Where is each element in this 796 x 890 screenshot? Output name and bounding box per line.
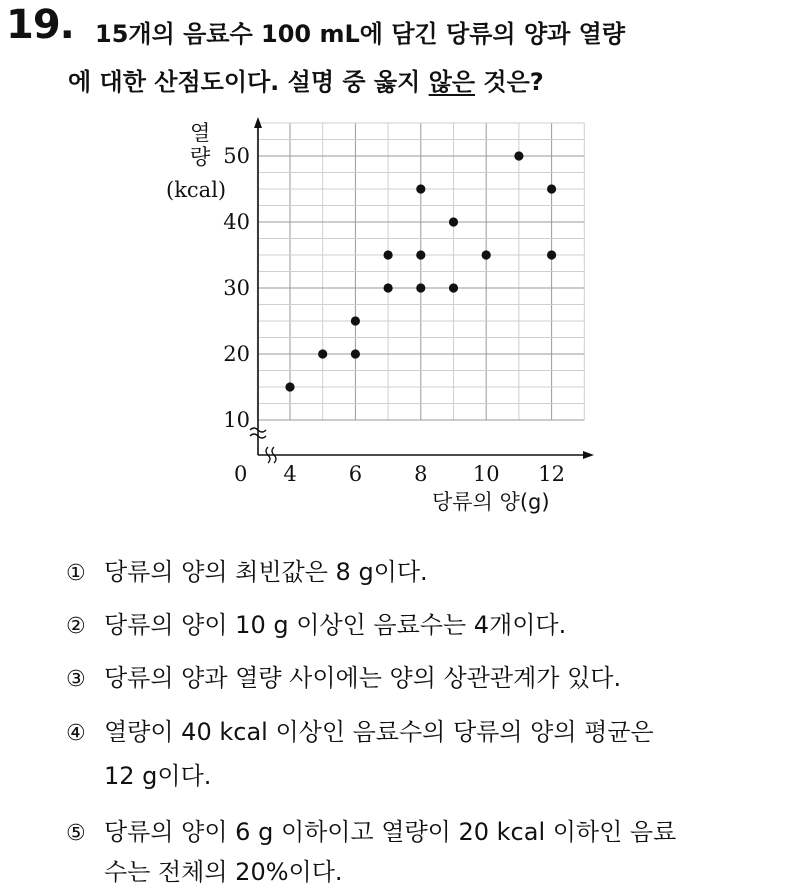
y-tick-label: 30 bbox=[223, 276, 250, 300]
choice-number: ② bbox=[66, 614, 86, 639]
question-text-line1: 15개의 음료수 100 mL에 담긴 당류의 양과 열량 bbox=[95, 20, 626, 48]
y-tick-label: 50 bbox=[223, 144, 250, 168]
x-axis-arrow bbox=[583, 451, 594, 459]
data-point bbox=[547, 184, 556, 193]
choice-5[interactable] bbox=[66, 812, 676, 847]
data-point bbox=[318, 349, 327, 358]
grid-lines bbox=[257, 123, 584, 420]
x-tick-label: 6 bbox=[348, 462, 363, 486]
y-label-char-1: 열 bbox=[190, 121, 211, 145]
choice-4-continuation: 12 g이다. bbox=[104, 762, 212, 790]
x-tick-label: 4 bbox=[283, 462, 297, 486]
choice-5-continuation: 수는 전체의 20%이다. bbox=[104, 858, 343, 886]
data-point bbox=[547, 250, 556, 259]
data-point bbox=[416, 283, 425, 292]
choice-number: ⑤ bbox=[66, 821, 86, 846]
choice-1[interactable] bbox=[66, 552, 428, 587]
choice-text: 당류의 양이 6 g 이하이고 열량이 20 kcal 이하인 음료 bbox=[104, 818, 677, 846]
y-unit-label: (kcal) bbox=[166, 178, 227, 202]
question-text-end: 것은? bbox=[475, 68, 544, 96]
choice-4[interactable] bbox=[66, 712, 654, 747]
underlined-word: 않은 bbox=[428, 68, 476, 96]
question-number: 19. bbox=[6, 2, 74, 48]
y-tick-label: 40 bbox=[223, 210, 250, 234]
data-point bbox=[416, 250, 425, 259]
x-tick-label: 12 bbox=[538, 462, 565, 486]
data-point bbox=[285, 382, 294, 391]
data-point bbox=[351, 349, 360, 358]
origin-label: 0 bbox=[234, 462, 248, 486]
choice-text: 열량이 40 kcal 이상인 음료수의 당류의 양의 평균은 bbox=[104, 718, 654, 746]
x-tick-label: 8 bbox=[414, 462, 428, 486]
choice-text: 당류의 양이 10 g 이상인 음료수는 4개이다. bbox=[104, 611, 567, 639]
choice-number: ④ bbox=[66, 721, 86, 746]
choice-2[interactable] bbox=[66, 605, 566, 640]
choice-text: 당류의 양의 최빈값은 8 g이다. bbox=[104, 558, 428, 586]
x-axis-label: 당류의 양(g) bbox=[432, 490, 550, 514]
x-tick-label: 10 bbox=[472, 462, 500, 486]
choice-number: ③ bbox=[66, 667, 86, 692]
data-point bbox=[351, 316, 360, 325]
data-point bbox=[416, 184, 425, 193]
y-tick-label: 20 bbox=[223, 342, 250, 366]
data-point bbox=[482, 250, 491, 259]
tick-labels bbox=[223, 144, 565, 486]
data-point bbox=[449, 283, 458, 292]
choice-number: ① bbox=[66, 561, 86, 586]
data-point bbox=[449, 217, 458, 226]
y-label-char-2: 량 bbox=[190, 145, 211, 169]
data-point bbox=[384, 283, 393, 292]
question-text-part: 에 대한 산점도이다. 설명 중 옳지 bbox=[68, 68, 429, 96]
data-point bbox=[384, 250, 393, 259]
y-tick-label: 10 bbox=[223, 408, 250, 432]
data-point bbox=[514, 151, 523, 160]
choice-3[interactable] bbox=[66, 658, 621, 693]
choice-text: 당류의 양과 열량 사이에는 양의 상관관계가 있다. bbox=[104, 664, 622, 692]
